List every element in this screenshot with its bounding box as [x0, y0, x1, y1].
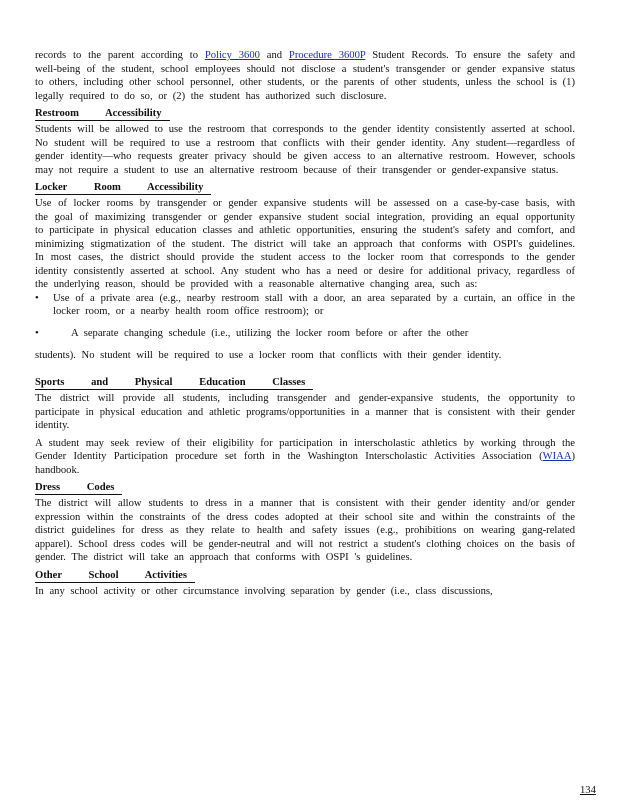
sports-text-2a: A student may seek review of their eligibility for participation in interscholastic athletics by working through the Gender Identity Participation procedure set forth in the Washington Interscholastic Activities Association (	[35, 437, 575, 462]
bullet-icon: •	[35, 327, 39, 339]
sports-paragraph-1: The district will provide all students, including transgender and gender-expansive students, the opportunity to participate in physical education and athletic programs/opportunities in a manner that is consistent with their gender identity.	[35, 393, 575, 431]
locker-after-paragraph: students). No student will be required to use a locker room that conflicts with their gender identity.	[35, 350, 502, 361]
page-number: 134	[580, 785, 596, 796]
intro-text-3: Student Records. To ensure the safety and well-being of the student, school employees should not disclose a student's transgender or gender expansive status to others, including other school personnel, other students, or the parents of other students, unless the school is (1) legally required to do so, or (2) the student has authorized such disclosure.	[35, 50, 575, 102]
list-item	[35, 327, 575, 341]
other-paragraph: In any school activity or other circumstance involving separation by gender (i.e., class discussions,	[35, 585, 493, 597]
other-heading	[35, 569, 575, 583]
policy-3600-link[interactable]: Policy 3600	[204, 50, 260, 61]
locker-alternatives-list	[35, 292, 575, 341]
sports-heading	[35, 376, 575, 390]
procedure-3600p-link[interactable]: Procedure 3600P	[288, 50, 366, 61]
intro-paragraph	[35, 49, 575, 103]
restroom-heading-text: Restroom Accessibility	[35, 107, 170, 121]
locker-paragraph: Use of locker rooms by transgender or gender expansive students will be assessed on a case-by-case basis, with the goal of maximizing transgender or gender expansive student social integration, providing an equal opportunity to participate in physical education classes and athletic opportunities, ensuring the student's safety and comfort, and minimizing stigmatization of the student. The district will take an approach that conforms with OSPI's guidelines. In most cases, the district should provide the student access to the locker room that corresponds to the gender identity consistently asserted at school. Any student who has a need or desire for additional privacy, regardless of the underlying reason, should be provided with a reasonable alternative changing area, such as:	[35, 198, 575, 290]
restroom-paragraph: Students will be allowed to use the restroom that corresponds to the gender identity consistently asserted at school. No student will be required to use a restroom that conflicts with their gender identity. Any student—regardless of gender identity—who requests greater privacy should be given access to an alternative restroom. However, schools may not require a student to use an alternative restroom because of their transgender or gender-expansive status.	[35, 124, 575, 176]
dress-heading	[35, 481, 575, 495]
intro-text-2: and	[259, 50, 289, 61]
document-page	[35, 49, 575, 598]
wiaa-link[interactable]: WIAA	[542, 451, 572, 462]
intro-text-1: records to the parent according to	[35, 50, 205, 61]
sports-paragraph-2	[35, 437, 575, 478]
restroom-heading	[35, 107, 575, 121]
sports-text-2b: ) handbook.	[35, 451, 575, 476]
list-item	[35, 292, 575, 319]
locker-heading	[35, 181, 575, 195]
sports-heading-text: Sports and Physical Education Classes	[35, 376, 313, 390]
bullet-1-text: Use of a private area (e.g., nearby restroom stall with a door, an area separated by a curtain, an office in the locker room, or a nearby health room office restroom); or	[53, 292, 575, 317]
bullet-2-text: A separate changing schedule (i.e., utilizing the locker room before or after the other	[71, 327, 469, 339]
locker-heading-text: Locker Room Accessibility	[35, 181, 211, 195]
dress-paragraph: The district will allow students to dress in a manner that is consistent with their gender identity and/or gender expression within the constraints of the dress codes adopted at their school site and within the constraints of the district guidelines for dress as they relate to health and safety issues (e.g., prohibitions on wearing gang-related apparel). School dress codes will be gender-neutral and will not restrict a student's clothing choices on the basis of gender. The district will take an approach that conforms with OSPI 's guidelines.	[35, 498, 575, 563]
other-heading-text: Other School Activities	[35, 569, 195, 583]
bullet-icon: •	[35, 292, 39, 304]
dress-heading-text: Dress Codes	[35, 481, 122, 495]
